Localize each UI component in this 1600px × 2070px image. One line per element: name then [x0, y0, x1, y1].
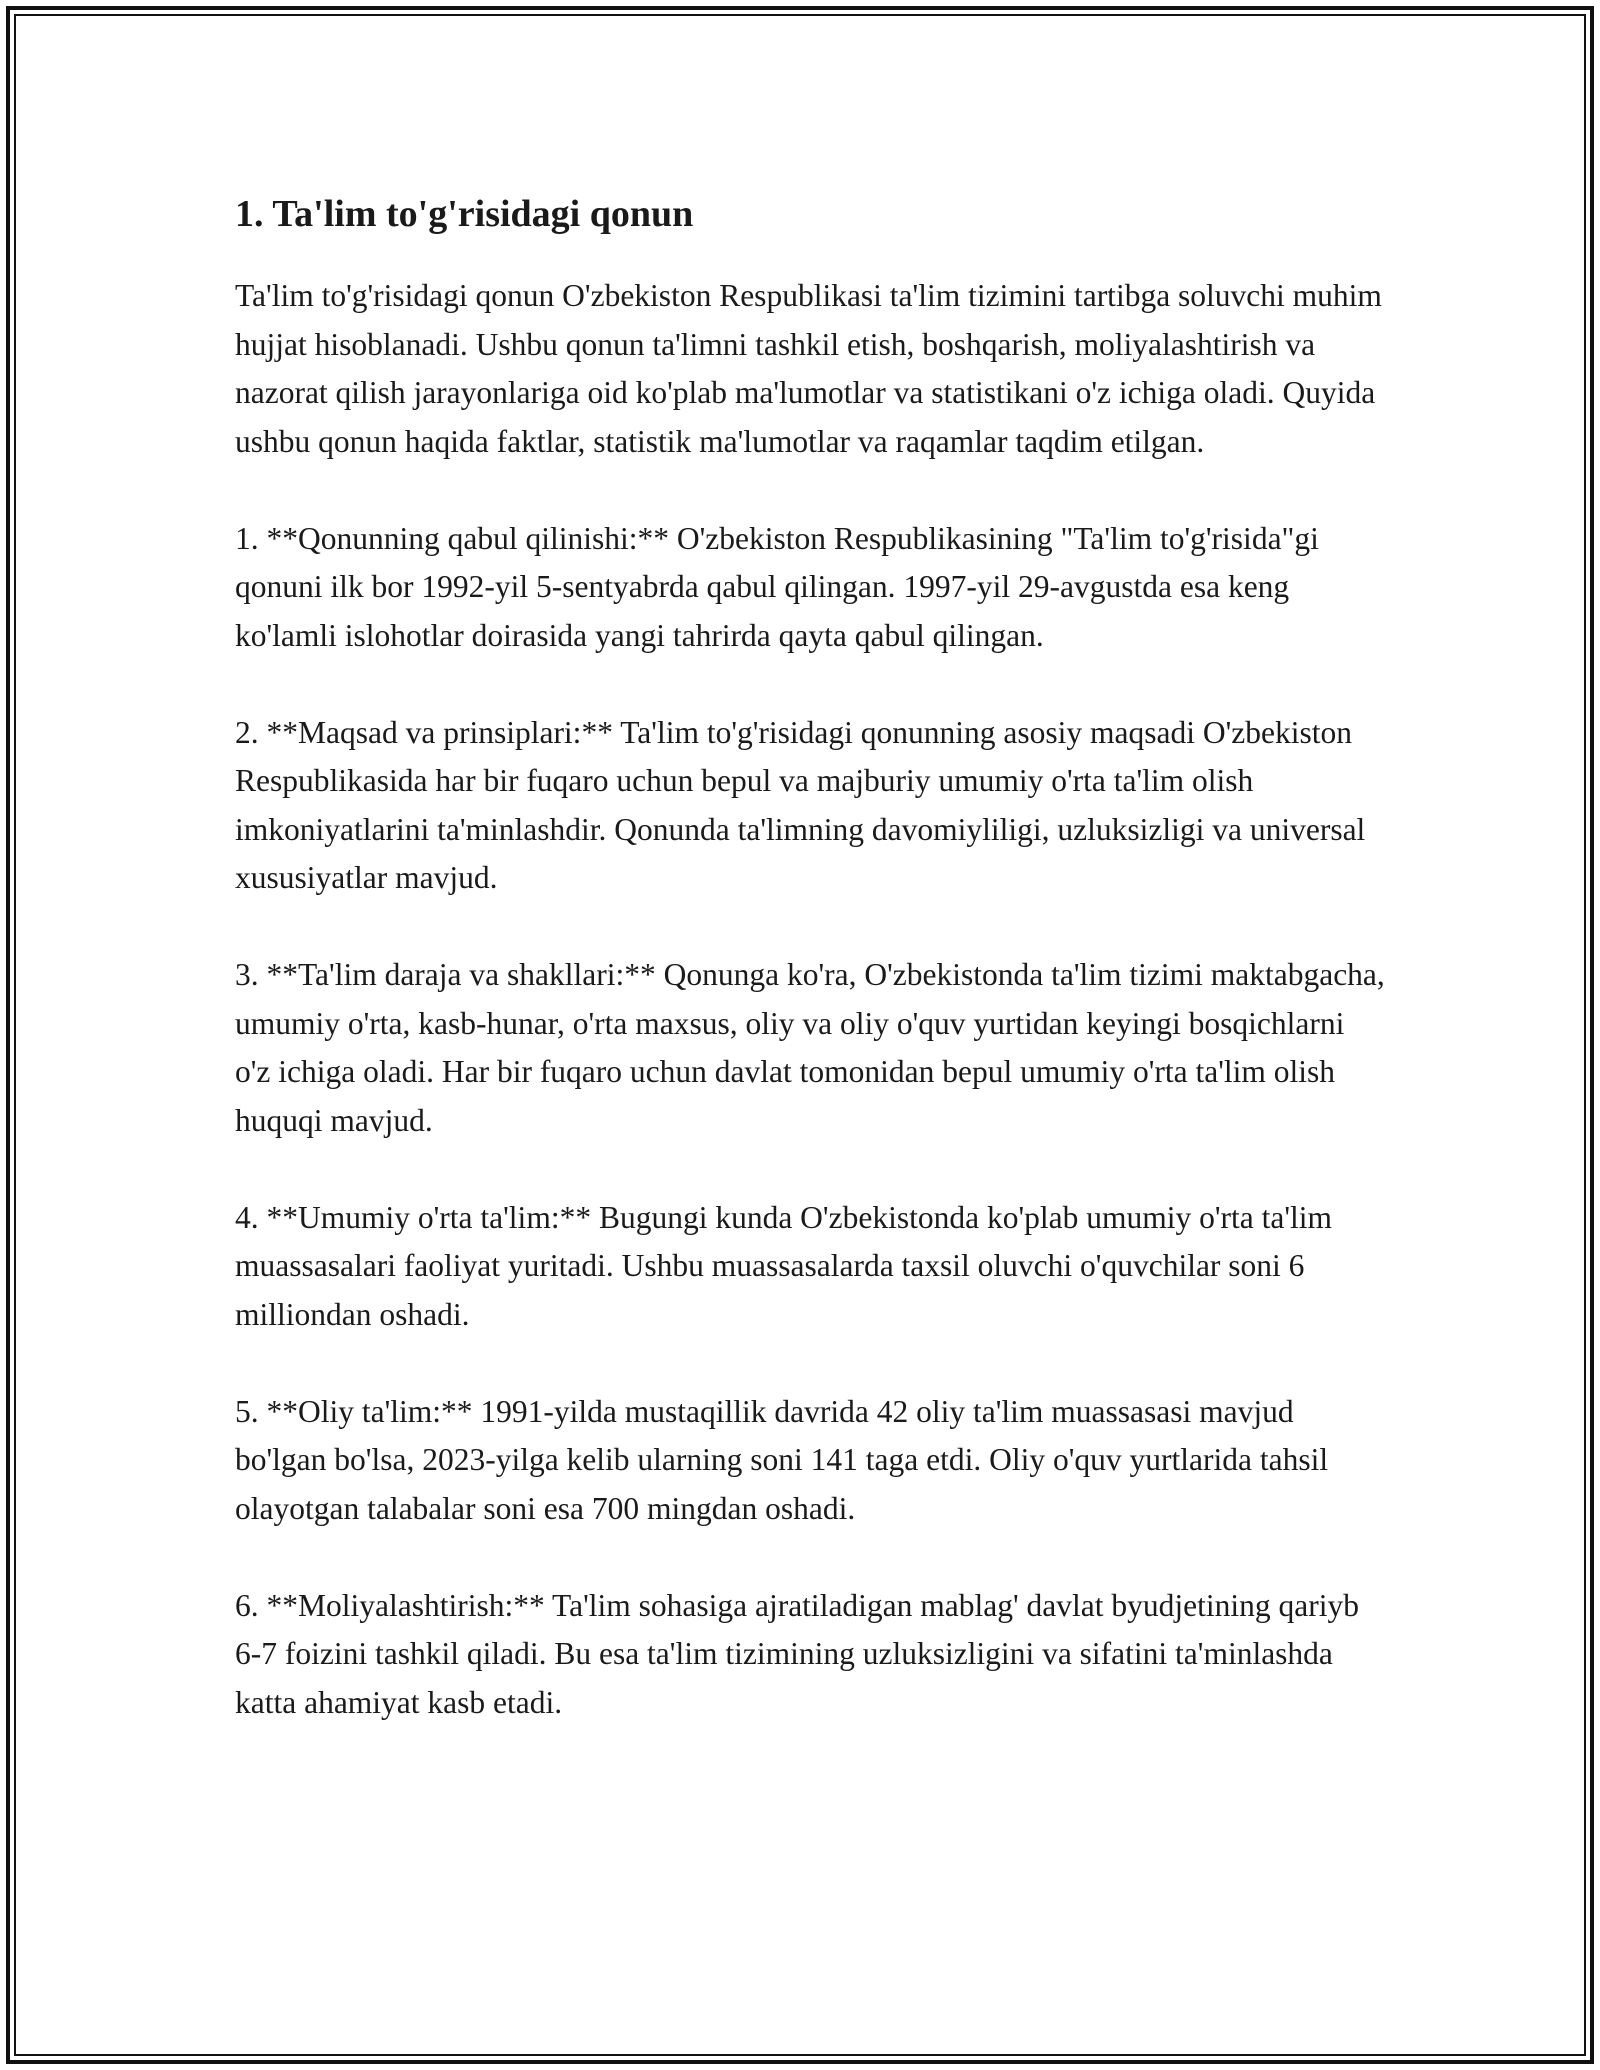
document-title: 1. Ta'lim to'g'risidagi qonun — [235, 193, 694, 235]
list-item-adoption: 1. **Qonunning qabul qilinishi:** O'zbekiston Respublikasining "Ta'lim to'g'risida"gi qonuni ilk bor 1992-yil 5-sentyabrda qabul qilingan. 1997-yil 29-avgustda esa keng ko'lamli islohotlar doirasida yangi tahrirda qayta qabul qilingan. — [235, 520, 1319, 653]
list-item-goals: 2. **Maqsad va prinsiplari:** Ta'lim to'g'risidagi qonunning asosiy maqsadi O'zbekiston Respublikasida har bir fuqaro uchun bepul va majburiy umumiy o'rta ta'lim olish imkoniyatlarini ta'minlashdir. Qonunda ta'limning davomiyliligi, uzluksizligi va universal xususiyatlar mavjud. — [235, 714, 1366, 895]
list-item-higher-education: 5. **Oliy ta'lim:** 1991-yilda mustaqillik davrida 42 oliy ta'lim muassasasi mavjud bo'lgan bo'lsa, 2023-yilga kelib ularning soni 141 taga etdi. Oliy o'quv yurtlarida tahsil olayotgan talabalar soni esa 700 mingdan oshadi. — [235, 1393, 1329, 1526]
list-item-levels: 3. **Ta'lim daraja va shakllari:** Qonunga ko'ra, O'zbekistonda ta'lim tizimi maktabgacha, umumiy o'rta, kasb-hunar, o'rta maxsus, oliy va oliy o'quv yurtidan keyingi bosqichlarni o'z ichiga oladi. Har bir fuqaro uchun davlat tomonidan bepul umumiy o'rta ta'lim olish huquqi mavjud. — [235, 957, 1385, 1138]
document-body — [235, 186, 1385, 1776]
list-item-funding: 6. **Moliyalashtirish:** Ta'lim sohasiga ajratiladigan mablag' davlat byudjetining qariyb 6-7 foizini tashkil qiladi. Bu esa ta'lim tizimining uzluksizligini va sifatini ta'minlashda katta ahamiyat kasb etadi. — [235, 1587, 1359, 1720]
intro-paragraph: Ta'lim to'g'risidagi qonun O'zbekiston Respublikasi ta'lim tizimini tartibga soluvchi muhim hujjat hisoblanadi. Ushbu qonun ta'limni tashkil etish, boshqarish, moliyalashtirish va nazorat qilish jarayonlariga oid ko'plab ma'lumotlar va statistikani o'z ichiga oladi. Quyida ushbu qonun haqida faktlar, statistik ma'lumotlar va raqamlar taqdim etilgan. — [235, 278, 1382, 459]
list-item-secondary-education: 4. **Umumiy o'rta ta'lim:** Bugungi kunda O'zbekistonda ko'plab umumiy o'rta ta'lim muassasalari faoliyat yuritadi. Ushbu muassasalarda taxsil oluvchi o'quvchilar soni 6 milliondan oshadi. — [235, 1199, 1333, 1332]
